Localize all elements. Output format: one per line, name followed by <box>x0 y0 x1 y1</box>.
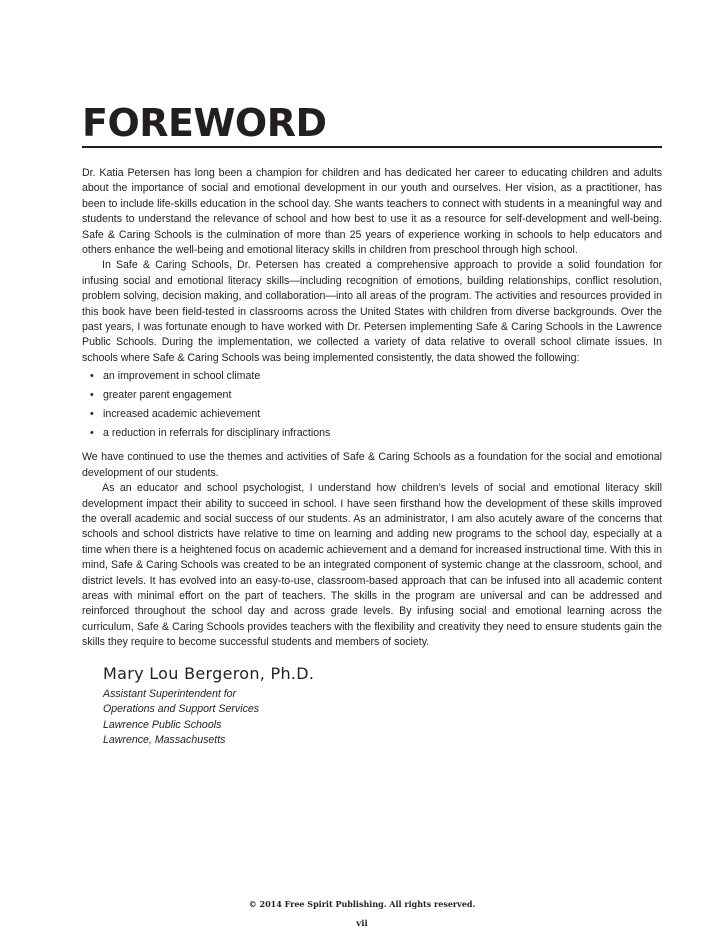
copyright-notice: © 2014 Free Spirit Publishing. All rights reserved. <box>248 899 476 909</box>
list-item <box>90 388 662 403</box>
bullet-icon: • <box>90 427 94 440</box>
list-item <box>90 407 662 422</box>
foreword-body <box>82 166 662 651</box>
signature-name: Mary Lou Bergeron, Ph.D. <box>103 664 315 683</box>
signature-block <box>103 663 503 749</box>
signature-title-line: Assistant Superintendent for <box>103 688 237 700</box>
list-item <box>90 369 662 384</box>
list-item <box>90 426 662 441</box>
signature-title-line: Operations and Support Services <box>103 703 260 716</box>
list-item-text: increased academic achievement <box>103 408 261 421</box>
bullet-icon: • <box>90 389 94 402</box>
title-rule <box>82 146 662 148</box>
page-number: vii <box>356 919 368 929</box>
paragraph-intro: Dr. Katia Petersen has long been a champion for children and has dedicated her career to educating children and adults about the importance of social and emotional development in our youth and ourselves. Her vision, as a practitioner, has been to include life-skills education in the school day. She wants teachers to connect with students in a meaningful way and students to understand the relevance of school and how best to use it as a resource for self-development and well-being. Safe & Caring Schools is the culmination of more than 25 years of experience working in schools to help educators and others enhance the well-being and emotional literacy skills in children from preschool through high school. <box>82 167 662 257</box>
list-item-text: an improvement in school climate <box>103 370 261 383</box>
paragraph-continued: We have continued to use the themes and activities of Safe & Caring Schools as a foundation for the social and emotional development of our students. <box>82 451 662 479</box>
list-item-text: greater parent engagement <box>103 389 232 402</box>
signature-organization: Lawrence Public Schools <box>103 718 222 731</box>
paragraph-educator: As an educator and school psychologist, I understand how children’s levels of social and emotional literacy skill development impact their ability to succeed in school. I have seen firsthand how the development of these skills improved the overall academic and social success of our students. As an administrator, I am also acutely aware of the concerns that schools and school districts have relative to time on learning and adding new programs to the school day, especially at a time when there is a heightened focus on academic achievement and a demand for increased instructional time. With this in mind, Safe & Caring Schools was created to be an integrated component of systemic change at the classroom, school, and district levels. It has evolved into an easy-to-use, classroom-based approach that can be infused into all academic content areas with minimal effort on the part of teachers. The skills in the program are universal and can be addressed and reinforced throughout the school day and across grade levels. By infusing social and emotional learning across the curriculum, Safe & Caring Schools provides teachers with the flexibility and creativity they need to ensure students gain the skills they require to become successful students and members of society. <box>82 482 662 649</box>
signature-location: Lawrence, Massachusetts <box>103 734 226 747</box>
bullet-icon: • <box>90 370 94 383</box>
bullet-icon: • <box>90 408 94 421</box>
page-title: FOREWORD <box>82 101 327 145</box>
list-item-text: a reduction in referrals for disciplinary infractions <box>103 427 331 440</box>
paragraph-approach: In Safe & Caring Schools, Dr. Petersen has created a comprehensive approach to provide a solid foundation for infusing social and emotional literacy skills—including recognition of emotions, building relationships, conflict resolution, problem solving, decision making, and collaboration—into all areas of the program. The activities and resources provided in this book have been field-tested in classrooms across the United States with children from diverse backgrounds. Over the past years, I was fortunate enough to have worked with Dr. Petersen implementing Safe & Caring Schools in the Lawrence Public Schools. During the implementation, we collected a variety of data relative to overall school climate issues. In schools where Safe & Caring Schools was being implemented consistently, the data showed the following: <box>82 259 662 364</box>
results-list <box>82 369 662 441</box>
